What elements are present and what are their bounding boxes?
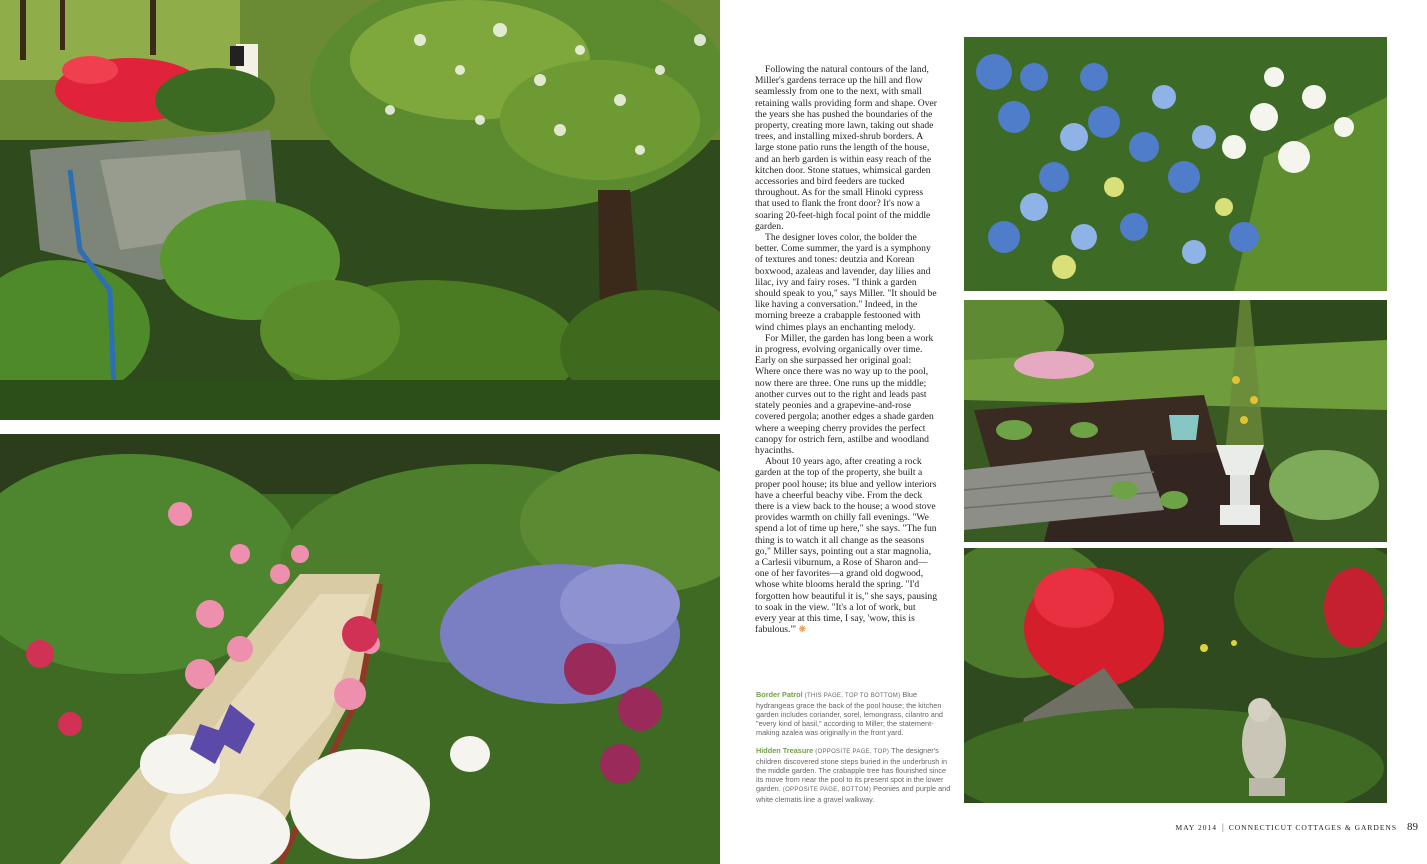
article-paragraph: The designer loves color, the bolder the better. Come summer, the yard is a symphony of textures and tones: deutzia and Korean boxwood, azaleas and lavender, day lilies and lilac, ivy and fairy roses. "I think a garden should speak to you," says Miller. "It should be like having a conversation." Indeed, in the morning breeze a crabapple festooned with wind chimes plays an enchanting melody. — [755, 232, 937, 333]
article-paragraph: For Miller, the garden has long been a work in progress, evolving organically over time. Early on she surpassed her original goal: Where once there was no way up to the pool, now there are three. One runs up the middle; another curves out to the right and leads past stately peonies and a grapevine-and-rose covered pergola; another edges a shade garden where a weeping cherry provides the perfect canopy for ostrich fern, astilbe and woodland hyacinths. — [755, 332, 934, 456]
photo-azalea-statue — [964, 548, 1387, 803]
end-mark-icon: ❋ — [798, 624, 807, 635]
photo-crabapple-garden — [0, 0, 720, 420]
caption-credit: (OPPOSITE PAGE, TOP) — [815, 749, 890, 755]
caption-border-patrol — [756, 690, 952, 737]
issue-date: MAY 2014 — [1175, 823, 1217, 832]
caption-hidden-treasure — [756, 746, 952, 805]
caption-credit: (THIS PAGE, TOP TO BOTTOM) — [804, 693, 901, 699]
article-body — [755, 64, 937, 635]
caption-text: Blue hydrangeas grace the back of the pool house; the kitchen garden includes coriander, sorel, lemongrass, cilantro and "every kind of basil," according to Miller; the statement-making azalea was originally in the front yard. — [756, 690, 943, 738]
caption-text: Peonies and purple and white clematis line a gravel walkway. — [756, 784, 951, 805]
caption-credit: (OPPOSITE PAGE, BOTTOM) — [782, 787, 872, 794]
article-paragraph — [755, 456, 937, 635]
caption-lead: Hidden Treasure — [756, 746, 814, 755]
photo-hydrangeas — [964, 37, 1387, 291]
footer-separator: | — [1221, 822, 1224, 832]
page-number: 89 — [1407, 821, 1418, 833]
photo-peony-walkway — [0, 434, 720, 864]
caption-text: The designer's children discovered stone steps buried in the underbrush in the middle garden. The crabapple tree has flourished since its move from near the pool to its present spot in the lower garden. — [756, 746, 948, 794]
photo-kitchen-garden — [964, 300, 1387, 542]
caption-lead: Border Patrol — [756, 690, 803, 699]
article-paragraph-text: About 10 years ago, after creating a rock garden at the top of the property, she built a proper pool house; its blue and yellow interiors have a cheerful beachy vibe. From the deck there is a view back to the house; a wood stove provides warmth on chilly fall evenings. "We spend a lot of time up here," she says. "The fun thing is to watch it all change as the seasons go," Miller says, pointing out a star magnolia, a Carlesii viburnum, a Rose of Sharon and—one of her favorites—a grand old dogwood, whose white blooms herald the spring. "I'd forgotten how beautiful it is," she says, pausing to soak in the view. "It's a lot of work, but every year at this time, I say, 'wow, this is fabulous.'" — [755, 456, 938, 636]
article-paragraph: Following the natural contours of the land, Miller's gardens terrace up the hill and flow seamlessly from one to the next, with small retaining walls providing form and shape. Over the years she has pushed the boundaries of the property, creating more lawn, taking out shade trees, and installing mixed-shrub borders. A large stone patio runs the length of the house, and an herb garden is within easy reach of the kitchen door. Stone statues, whimsical garden accessories and bird feeders are tucked throughout. As for the small Hinoki cypress that used to flank the front door? It's now a soaring 20-feet-high focal point of the middle garden. — [755, 64, 937, 232]
page-footer — [1100, 821, 1418, 833]
magazine-name: CONNECTICUT COTTAGES & GARDENS — [1228, 823, 1397, 832]
